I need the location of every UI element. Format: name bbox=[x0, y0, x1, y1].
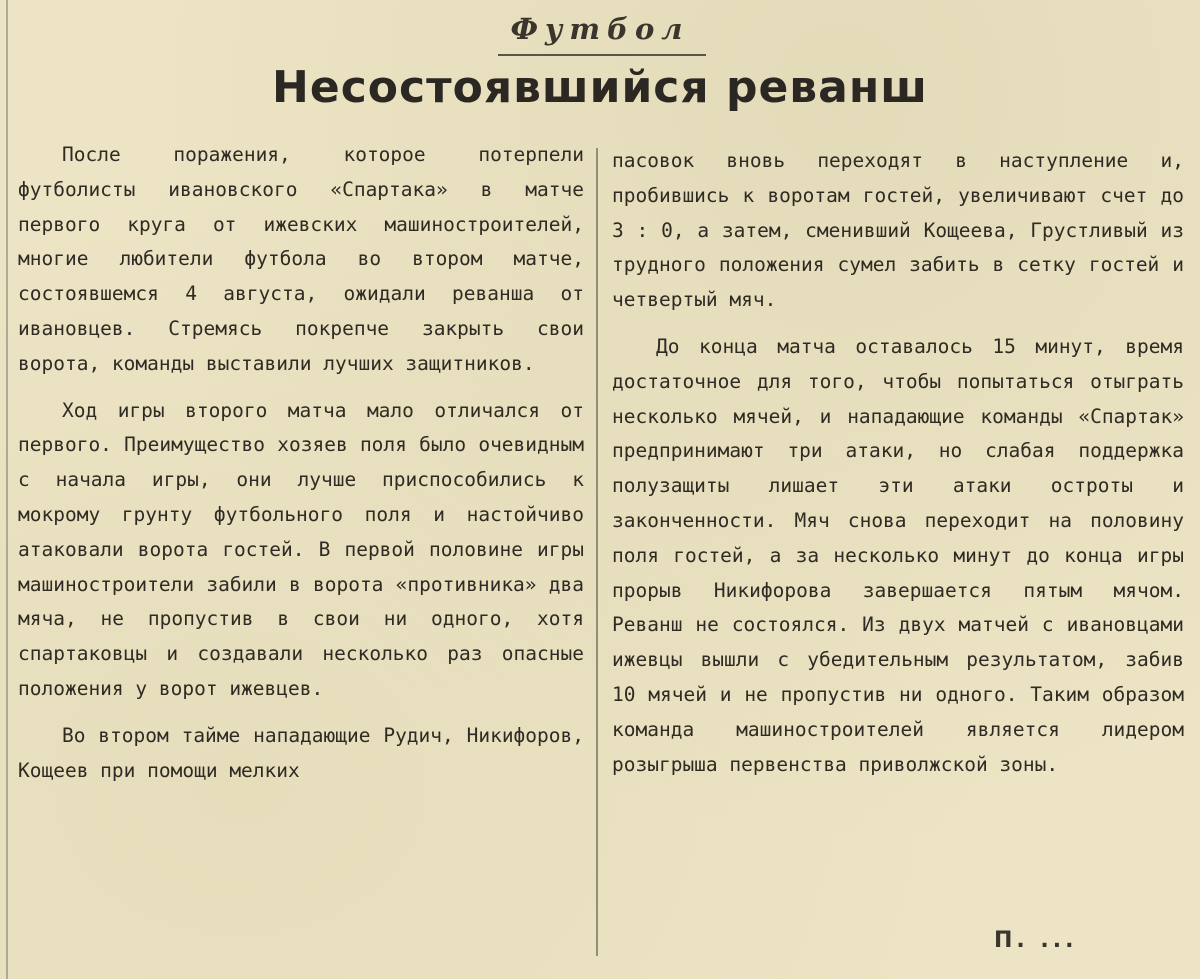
article-headline: Несостоявшийся реванш bbox=[272, 62, 928, 113]
left-column bbox=[18, 138, 584, 800]
paragraph: До конца матча оставалось 15 минут, время достаточное для того, чтобы попытаться отыграть несколько мячей, и нападающие команды «Спартак» предпринимают три атаки, но слабая поддержка полузащиты лишает эти атаки остроты и законченности. Мяч снова переходит на половину поля гостей, а за несколько минут до конца игры прорыв Никифорова завершается пятым мячом. Реванш не состоялся. Из двух матчей с ивановцами ижевцы вышли с убедительным результатом, забив 10 мячей и не пропустив ни одного. Таким образом команда машиностроителей является лидером розыгрыша первенства приволжской зоны. bbox=[612, 334, 1184, 776]
right-column bbox=[612, 144, 1184, 794]
author-signature: П. ... bbox=[994, 928, 1078, 953]
column-divider bbox=[596, 148, 598, 956]
paragraph: После поражения, которое потерпели футболисты ивановского «Спартака» в матче первого круга от ижевских машиностроителей, многие любители футбола во втором матче, состоявшемся 4 августа, ожидали реванша от ивановцев. Стремясь покрепче закрыть свои ворота, команды выставили лучших защитников. bbox=[18, 143, 584, 375]
paragraph: Ход игры второго матча мало отличался от первого. Преимущество хозяев поля было очевидным с начала игры, они лучше приспособились к мокрому грунту футбольного поля и настойчиво атаковали ворота гостей. В первой половине игры машиностроители забили в ворота «противника» два мяча, не пропустив в свои ни одного, хотя спартаковцы и создавали несколько раз опасные положения у ворот ижевцев. bbox=[18, 398, 584, 700]
margin-rule bbox=[6, 0, 8, 979]
paragraph: Во втором тайме нападающие Рудич, Никифоров, Кощеев при помощи мелких bbox=[18, 723, 584, 782]
paragraph: пасовок вновь переходят в наступление и, пробившись к воротам гостей, увеличивают счет до 3 : 0, а затем, сменивший Кощеева, Грустливый из трудного положения сумел забить в сетку гостей и четвертый мяч. bbox=[612, 149, 1184, 312]
section-kicker: Футбол bbox=[510, 12, 690, 46]
kicker-underline bbox=[498, 54, 706, 56]
